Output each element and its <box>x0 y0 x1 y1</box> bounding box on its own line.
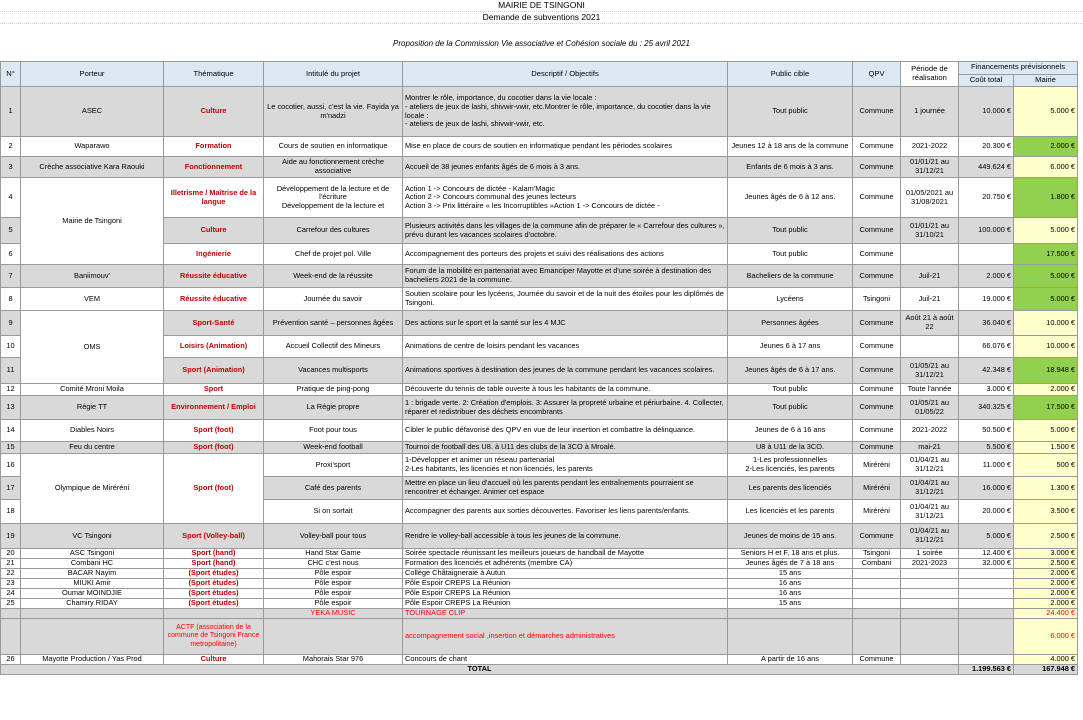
cell-desc: Collège Châtaigneraie à Autun <box>403 569 728 579</box>
cell-intitule: Proxi'sport <box>264 454 403 477</box>
cell-desc: 1-Développer et animer un réseau partenarial 2-Les habitants, les licenciés et non licenciés, les parents <box>403 454 728 477</box>
cell-num: 17 <box>1 477 21 500</box>
cell-num: 23 <box>1 579 21 589</box>
cell-cout: 449.624 € <box>959 157 1014 178</box>
cell-num: 3 <box>1 157 21 178</box>
col-intitule: Intitulé du projet <box>264 62 403 87</box>
cell-public: Tout public <box>728 218 853 244</box>
cell-public: 16 ans <box>728 579 853 589</box>
cell-mairie: 3.000 € <box>1014 549 1078 559</box>
cell-qpv: Combani <box>853 559 901 569</box>
cell-public: Jeunes âgés de 6 à 17 ans. <box>728 358 853 384</box>
cell-theme: Culture <box>164 218 264 244</box>
cell-cout: 32.000 € <box>959 559 1014 569</box>
table-row <box>1 384 1078 396</box>
cell-intitule: Pôle espoir <box>264 569 403 579</box>
cell-theme: Sport (Volley-ball) <box>164 524 264 549</box>
cell-intitule: Week-end football <box>264 442 403 454</box>
cell-mairie: 6.000 € <box>1014 157 1078 178</box>
cell-num: 1 <box>1 87 21 137</box>
table-row <box>1 288 1078 311</box>
cell-intitule: CHC c'est nous <box>264 559 403 569</box>
subsidies-table <box>0 61 1078 675</box>
table-row <box>1 157 1078 178</box>
table-row <box>1 589 1078 599</box>
cell-theme: Culture <box>164 87 264 137</box>
cell-porteur: Régie TT <box>21 396 164 420</box>
cell-public: A partir de 16 ans <box>728 655 853 665</box>
cell-qpv: Miréréni <box>853 477 901 500</box>
cell-desc: Mettre en place un lieu d'accueil où les parents pendant les entraînements pourraient se rencontrer et échanger. Animer cet espace <box>403 477 728 500</box>
table-row <box>1 619 1078 655</box>
cell-mairie: 10.000 € <box>1014 336 1078 358</box>
table-row <box>1 178 1078 218</box>
cell-intitule: Chef de projet pol. Ville <box>264 244 403 265</box>
cell-public: Personnes âgées <box>728 311 853 336</box>
cell-cout: 3.000 € <box>959 384 1014 396</box>
cell-cout: 66.076 € <box>959 336 1014 358</box>
cell-qpv: Miréréni <box>853 454 901 477</box>
table-row <box>1 579 1078 589</box>
cell-qpv: Commune <box>853 178 901 218</box>
cell-num: 7 <box>1 265 21 288</box>
cell-theme: (Sport études) <box>164 589 264 599</box>
cell-qpv: Commune <box>853 218 901 244</box>
cell-desc: Soutien scolaire pour les lycéens, Journée du savoir et de la nuit des étoiles pour les diplômés de Tsingoni. <box>403 288 728 311</box>
cell-periode: 01/04/21 au 31/12/21 <box>901 500 959 524</box>
cell-num: 16 <box>1 454 21 477</box>
col-qpv: QPV <box>853 62 901 87</box>
cell-qpv: Commune <box>853 244 901 265</box>
cell-theme: Sport-Santé <box>164 311 264 336</box>
cell-public: Jeunes de moins de 15 ans. <box>728 524 853 549</box>
cell-num: 25 <box>1 599 21 609</box>
cell-porteur: ASC Tsingoni <box>21 549 164 559</box>
cell-theme: Loisirs (Animation) <box>164 336 264 358</box>
cell-cout: 50.500 € <box>959 420 1014 442</box>
document-title: MAIRIE DE TSINGONI <box>0 0 1083 12</box>
cell-mairie: 17.500 € <box>1014 396 1078 420</box>
cell-theme: Sport (Animation) <box>164 358 264 384</box>
cell-periode: 1 journée <box>901 87 959 137</box>
cell-cout: 20.000 € <box>959 500 1014 524</box>
cell-desc: Soirée spectacle réunissant les meilleurs joueurs de handball de Mayotte <box>403 549 728 559</box>
cell-porteur: Diables Noirs <box>21 420 164 442</box>
cell-num: 11 <box>1 358 21 384</box>
cell-theme: Réussite éducative <box>164 265 264 288</box>
cell-desc: accompagnement social ,insertion et démarches administratives <box>403 619 728 655</box>
table-row <box>1 311 1078 336</box>
cell-cout: 12.400 € <box>959 549 1014 559</box>
cell-num: 4 <box>1 178 21 218</box>
cell-public: 15 ans <box>728 599 853 609</box>
col-mairie: Mairie <box>1014 74 1078 87</box>
cell-theme: Fonctionnement <box>164 157 264 178</box>
cell-desc: Découverte du tennis de table ouverte à tous les habitants de la commune. <box>403 384 728 396</box>
cell-qpv: Commune <box>853 420 901 442</box>
cell-intitule: Pôle espoir <box>264 599 403 609</box>
cell-intitule: La Régie propre <box>264 396 403 420</box>
cell-porteur: Olympique de Miréréni <box>21 454 164 524</box>
cell-desc: Tournoi de football des U8. à U11 des clubs de la 3CO à Mroalé. <box>403 442 728 454</box>
cell-qpv: Commune <box>853 157 901 178</box>
cell-cout: 340.325 € <box>959 396 1014 420</box>
cell-porteur: VC Tsingoni <box>21 524 164 549</box>
cell-periode <box>901 336 959 358</box>
cell-qpv: Commune <box>853 655 901 665</box>
table-row <box>1 524 1078 549</box>
cell-public: Lycéens <box>728 288 853 311</box>
cell-public: Enfants de 6 mois à 3 ans. <box>728 157 853 178</box>
cell-desc: Pôle Espoir CREPS La Réunion <box>403 579 728 589</box>
cell-cout: 11.000 € <box>959 454 1014 477</box>
cell-mairie: 500 € <box>1014 454 1078 477</box>
cell-mairie: 5.000 € <box>1014 288 1078 311</box>
cell-qpv: Miréréni <box>853 500 901 524</box>
cell-mairie: 1.800 € <box>1014 178 1078 218</box>
cell-periode: 01/04/21 au 31/12/21 <box>901 477 959 500</box>
cell-theme: Sport (foot) <box>164 420 264 442</box>
cell-qpv: Commune <box>853 137 901 157</box>
cell-theme: Ingénierie <box>164 244 264 265</box>
cell-desc: Plusieurs activités dans les villages de la commune afin de préparer le « Carrefour des cultures », prévu durant les vacances scolaires d'octobre. <box>403 218 728 244</box>
cell-mairie: 1.300 € <box>1014 477 1078 500</box>
cell-public: 15 ans <box>728 569 853 579</box>
cell-public: 1-Les professionnelles 2-Les licenciés, les parents <box>728 454 853 477</box>
cell-qpv: Commune <box>853 396 901 420</box>
cell-num: 14 <box>1 420 21 442</box>
cell-mairie: 10.000 € <box>1014 311 1078 336</box>
cell-public: Bacheliers de la commune <box>728 265 853 288</box>
cell-public: 16 ans <box>728 589 853 599</box>
cell-num: 10 <box>1 336 21 358</box>
cell-theme: Sport (hand) <box>164 559 264 569</box>
cell-intitule: Cours de soutien en informatique <box>264 137 403 157</box>
cell-public: Tout public <box>728 87 853 137</box>
cell-public: U8 à U11 de la 3CO. <box>728 442 853 454</box>
cell-periode: mai-21 <box>901 442 959 454</box>
cell-mairie: 17.500 € <box>1014 244 1078 265</box>
cell-porteur: OMS <box>21 311 164 384</box>
cell-intitule: Journée du savoir <box>264 288 403 311</box>
cell-desc: Mise en place de cours de soutien en informatique pendant les périodes scolaires <box>403 137 728 157</box>
cell-mairie: 5.000 € <box>1014 420 1078 442</box>
cell-theme: Sport <box>164 384 264 396</box>
cell-desc: Animations sportives à destination des jeunes de la commune pendant les vacances scolaires. <box>403 358 728 384</box>
cell-porteur: Comité Mroni Moila <box>21 384 164 396</box>
cell-cout <box>959 244 1014 265</box>
cell-periode: 01/04/21 au 31/12/21 <box>901 454 959 477</box>
cell-mairie: 2.000 € <box>1014 137 1078 157</box>
cell-intitule: Vacances multisports <box>264 358 403 384</box>
cell-periode: 2021-2022 <box>901 137 959 157</box>
cell-mairie: 18.948 € <box>1014 358 1078 384</box>
cell-num: 5 <box>1 218 21 244</box>
cell-theme: Environnement / Emploi <box>164 396 264 420</box>
cell-desc: Rendre le volley-ball accessible à tous les jeunes de la commune. <box>403 524 728 549</box>
cell-mairie: 6.000 € <box>1014 619 1078 655</box>
cell-public: Jeunes âgés de 6 à 12 ans. <box>728 178 853 218</box>
cell-desc: 1 : brigade verte. 2: Création d'emplois. 3: Assurer la propreté urbaine et périurbaine. 4. Collecter, réparer et redistribuer des déchets encombrants <box>403 396 728 420</box>
cell-desc: Pôle Espoir CREPS La Réunion <box>403 589 728 599</box>
cell-qpv: Commune <box>853 384 901 396</box>
cell-theme: Réussite éducative <box>164 288 264 311</box>
cell-theme: Sport (foot) <box>164 442 264 454</box>
cell-mairie: 1.500 € <box>1014 442 1078 454</box>
cell-public: Seniors H et F, 18 ans et plus. <box>728 549 853 559</box>
table-row <box>1 442 1078 454</box>
cell-qpv: Tsingoni <box>853 288 901 311</box>
cell-cout: 5.500 € <box>959 442 1014 454</box>
cell-intitule: Le cocotier, aussi, c'est la vie. Fayida ya m'nadzi <box>264 87 403 137</box>
cell-desc: Accompagner des parents aux sorties découvertes. Favoriser les liens parents/enfants. <box>403 500 728 524</box>
cell-mairie: 2.500 € <box>1014 524 1078 549</box>
cell-periode: 1 soirée <box>901 549 959 559</box>
table-row <box>1 265 1078 288</box>
cell-desc: Des actions sur le sport et la santé sur les 4 MJC <box>403 311 728 336</box>
cell-periode: 2021-2022 <box>901 420 959 442</box>
cell-porteur: Oumar MOINDJIE <box>21 589 164 599</box>
cell-cout: 2.000 € <box>959 265 1014 288</box>
table-row <box>1 137 1078 157</box>
cell-mairie: 4.000 € <box>1014 655 1078 665</box>
cell-desc: Montrer le rôle, importance, du cocotier dans la vie locale : - ateliers de jeux de lashi, shivwir-vwir, etc.Montrer le rôle, importance, du cocotier dans la vie locale : - ateliers de jeux de lashi, shivwir-vwir, etc. <box>403 87 728 137</box>
cell-intitule: Développement de la lecture et de l'écriture Développement de la lecture et <box>264 178 403 218</box>
cell-intitule: Volley-ball pour tous <box>264 524 403 549</box>
cell-num: 21 <box>1 559 21 569</box>
cell-desc: Action 1 -> Concours de dictée - Kalam'Magic Action 2 -> Concours communal des jeunes lecteurs Action 3 -> Prix littéraire « les Incorruptibles »Action 1 -> Concours de dictée - <box>403 178 728 218</box>
cell-qpv: Commune <box>853 265 901 288</box>
col-descriptif: Descriptif / Objectifs <box>403 62 728 87</box>
cell-periode: 2021-2023 <box>901 559 959 569</box>
cell-porteur: MIUKI Amir <box>21 579 164 589</box>
cell-intitule: Pôle espoir <box>264 579 403 589</box>
table-row <box>1 549 1078 559</box>
cell-theme: Formation <box>164 137 264 157</box>
cell-periode: 01/04/21 au 31/12/21 <box>901 524 959 549</box>
cell-periode: Juil-21 <box>901 265 959 288</box>
cell-intitule: Si on sortait <box>264 500 403 524</box>
cell-cout: 10.000 € <box>959 87 1014 137</box>
cell-num: 12 <box>1 384 21 396</box>
cell-mairie: 5.000 € <box>1014 218 1078 244</box>
cell-cout: 5.000 € <box>959 524 1014 549</box>
cell-theme: (Sport études) <box>164 579 264 589</box>
cell-mairie: 2.000 € <box>1014 599 1078 609</box>
cell-intitule: Carrefour des cultures <box>264 218 403 244</box>
cell-num: 8 <box>1 288 21 311</box>
cell-intitule: Mahorais Star 976 <box>264 655 403 665</box>
cell-porteur: BACAR Nayim <box>21 569 164 579</box>
col-cout: Coût total <box>959 74 1014 87</box>
cell-cout: 100.000 € <box>959 218 1014 244</box>
table-row <box>1 420 1078 442</box>
cell-qpv: Commune <box>853 358 901 384</box>
table-row <box>1 454 1078 477</box>
col-financements: Financements prévisionnels <box>959 62 1078 75</box>
cell-periode <box>901 244 959 265</box>
col-porteur: Porteur <box>21 62 164 87</box>
col-num: N° <box>1 62 21 87</box>
cell-intitule: Hand Star Game <box>264 549 403 559</box>
cell-num: 13 <box>1 396 21 420</box>
cell-public: Jeunes de 6 à 16 ans <box>728 420 853 442</box>
cell-intitule: YEKA MUSIC <box>264 609 403 619</box>
cell-porteur: Baniimouv' <box>21 265 164 288</box>
cell-porteur: Feu du centre <box>21 442 164 454</box>
cell-desc: Cibler le public défavorisé des QPV en vue de leur insertion et combattre la délinquance. <box>403 420 728 442</box>
total-row <box>1 665 1078 675</box>
cell-qpv: Commune <box>853 311 901 336</box>
cell-intitule: Foot pour tous <box>264 420 403 442</box>
total-label: TOTAL <box>1 665 959 675</box>
title-block <box>0 0 1083 24</box>
cell-desc: Animations de centre de loisirs pendant les vacances <box>403 336 728 358</box>
cell-num: 15 <box>1 442 21 454</box>
cell-periode: Toute l'année <box>901 384 959 396</box>
cell-public: Tout public <box>728 384 853 396</box>
col-public: Public cible <box>728 62 853 87</box>
cell-public: Tout public <box>728 396 853 420</box>
cell-theme: Sport (foot) <box>164 454 264 524</box>
cell-qpv: Commune <box>853 87 901 137</box>
cell-qpv: Tsingoni <box>853 549 901 559</box>
cell-porteur: Mairie de Tsingoni <box>21 178 164 265</box>
cell-porteur: Chamiry RIDAY <box>21 599 164 609</box>
cell-theme: (Sport études) <box>164 569 264 579</box>
cell-num: 2 <box>1 137 21 157</box>
cell-desc: Pôle Espoir CREPS La Réunion <box>403 599 728 609</box>
cell-porteur: Waparawo <box>21 137 164 157</box>
cell-mairie: 2.000 € <box>1014 589 1078 599</box>
cell-num: 20 <box>1 549 21 559</box>
cell-num: 19 <box>1 524 21 549</box>
cell-public: Jeunes âgés de 7 à 18 ans <box>728 559 853 569</box>
cell-public: Tout public <box>728 244 853 265</box>
col-thematique: Thématique <box>164 62 264 87</box>
cell-public: Les parents des licenciés <box>728 477 853 500</box>
cell-cout: 16.000 € <box>959 477 1014 500</box>
cell-cout: 36.040 € <box>959 311 1014 336</box>
cell-mairie: 2.000 € <box>1014 579 1078 589</box>
table-row <box>1 569 1078 579</box>
cell-theme: (Sport études) <box>164 599 264 609</box>
cell-periode: Juil-21 <box>901 288 959 311</box>
cell-mairie: 5.000 € <box>1014 265 1078 288</box>
cell-public: Jeunes 6 à 17 ans <box>728 336 853 358</box>
cell-mairie: 2.000 € <box>1014 384 1078 396</box>
cell-desc: Forum de la mobilité en partenariat avec Emanciper Mayotte et d'une soirée à destination des bacheliers 2021 de la commune. <box>403 265 728 288</box>
cell-mairie: 3.500 € <box>1014 500 1078 524</box>
total-cout: 1.199.563 € <box>959 665 1014 675</box>
cell-periode: 01/05/2021 au 31/08/2021 <box>901 178 959 218</box>
cell-theme: Illetrisme / Maîtrise de la langue <box>164 178 264 218</box>
cell-cout: 20.300 € <box>959 137 1014 157</box>
cell-num: 18 <box>1 500 21 524</box>
cell-qpv: Commune <box>853 336 901 358</box>
cell-desc: Concours de chant <box>403 655 728 665</box>
cell-intitule: Accueil Collectif des Mineurs <box>264 336 403 358</box>
cell-periode: 01/01/21 au 31/10/21 <box>901 218 959 244</box>
col-periode: Période de réalisation <box>901 62 959 87</box>
cell-num: 9 <box>1 311 21 336</box>
table-row <box>1 396 1078 420</box>
cell-cout: 20.750 € <box>959 178 1014 218</box>
table-row <box>1 609 1078 619</box>
cell-num: 26 <box>1 655 21 665</box>
table-row <box>1 655 1078 665</box>
cell-theme: Sport (hand) <box>164 549 264 559</box>
cell-intitule: Week-end de la réussite <box>264 265 403 288</box>
cell-intitule: Aide au fonctionnement crèche associative <box>264 157 403 178</box>
commission-line: Proposition de la Commission Vie associative et Cohésion sociale du : 25 avril 2021 <box>393 39 690 48</box>
cell-mairie: 2.000 € <box>1014 569 1078 579</box>
cell-intitule: Pratique de ping-pong <box>264 384 403 396</box>
cell-qpv: Commune <box>853 442 901 454</box>
cell-desc: Accompagnement des porteurs des projets et suivi des réalisations des actions <box>403 244 728 265</box>
cell-qpv: Commune <box>853 524 901 549</box>
table-row <box>1 559 1078 569</box>
cell-intitule: Café des parents <box>264 477 403 500</box>
cell-desc: Accueil de 38 jeunes enfants âgés de 6 mois à 3 ans. <box>403 157 728 178</box>
cell-intitule: Prévention santé – personnes âgées <box>264 311 403 336</box>
cell-cout: 42.348 € <box>959 358 1014 384</box>
cell-num: 6 <box>1 244 21 265</box>
cell-porteur: Crèche associative Kara Raouki <box>21 157 164 178</box>
cell-theme: Culture <box>164 655 264 665</box>
cell-mairie: 2.500 € <box>1014 559 1078 569</box>
total-mairie: 167.948 € <box>1014 665 1078 675</box>
cell-porteur: ASEC <box>21 87 164 137</box>
cell-porteur: Mayotte Production / Yas Prod <box>21 655 164 665</box>
cell-public: Jeunes 12 à 18 ans de la commune <box>728 137 853 157</box>
cell-periode: Août 21 à août 22 <box>901 311 959 336</box>
cell-theme: ACTF (association de la commune de Tsingoni France metropolitaine) <box>164 619 264 655</box>
cell-porteur: VEM <box>21 288 164 311</box>
cell-periode: 01/05/21 au 01/05/22 <box>901 396 959 420</box>
cell-periode: 01/01/21 au 31/12/21 <box>901 157 959 178</box>
cell-num: 22 <box>1 569 21 579</box>
cell-mairie: 5.000 € <box>1014 87 1078 137</box>
cell-desc: Formation des licenciés et adhérents (membre CA) <box>403 559 728 569</box>
cell-periode: 01/05/21 au 31/12/21 <box>901 358 959 384</box>
cell-cout: 19.000 € <box>959 288 1014 311</box>
table-row <box>1 599 1078 609</box>
document-subtitle: Demande de subventions 2021 <box>0 12 1083 24</box>
cell-mairie: 24.400 € <box>1014 609 1078 619</box>
cell-porteur: Combani HC <box>21 559 164 569</box>
cell-intitule: Pôle espoir <box>264 589 403 599</box>
cell-num: 24 <box>1 589 21 599</box>
table-row <box>1 87 1078 137</box>
cell-public: Les licenciés et les parents <box>728 500 853 524</box>
cell-desc: TOURNAGE CLIP <box>403 609 728 619</box>
